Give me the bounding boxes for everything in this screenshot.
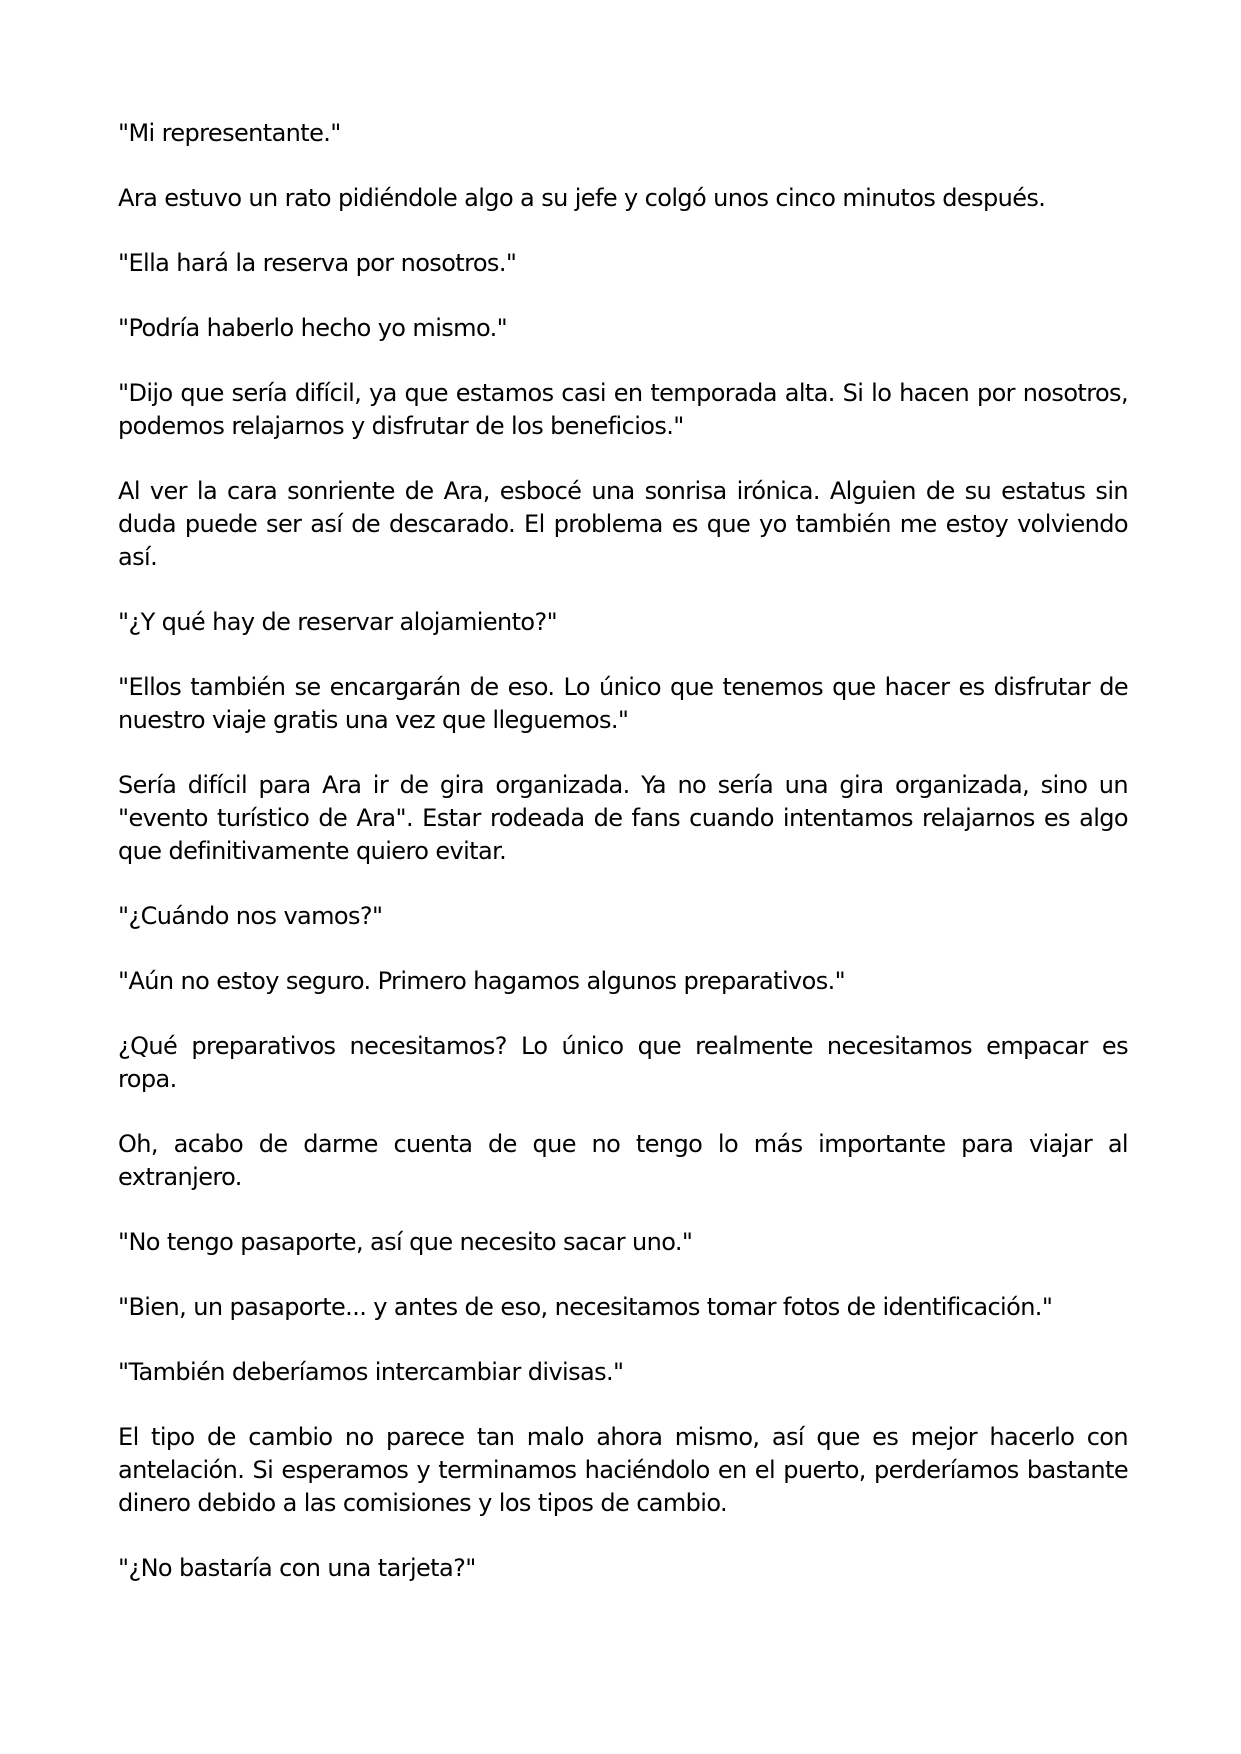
paragraph: "Ellos también se encargarán de eso. Lo único que tenemos que hacer es disfrutar de nuestro viaje gratis una vez que lleguemos." [118, 673, 1128, 734]
paragraph: "No tengo pasaporte, así que necesito sacar uno." [118, 1228, 693, 1256]
paragraph: "Dijo que sería difícil, ya que estamos casi en temporada alta. Si lo hacen por nosotros, podemos relajarnos y disfrutar de los beneficios." [118, 379, 1128, 440]
paragraph: Al ver la cara sonriente de Ara, esbocé una sonrisa irónica. Alguien de su estatus sin duda puede ser así de descarado. El problema es que yo también me estoy volviendo así. [118, 477, 1128, 571]
paragraph: ¿Qué preparativos necesitamos? Lo único que realmente necesitamos empacar es ropa. [118, 1032, 1128, 1093]
paragraph: "Podría haberlo hecho yo mismo." [118, 314, 508, 342]
paragraph: "Ella hará la reserva por nosotros." [118, 249, 517, 277]
paragraph: "Mi representante." [118, 119, 341, 147]
paragraph: Ara estuvo un rato pidiéndole algo a su jefe y colgó unos cinco minutos después. [118, 184, 1046, 212]
paragraph: "¿Y qué hay de reservar alojamiento?" [118, 608, 558, 636]
paragraph: "Bien, un pasaporte... y antes de eso, necesitamos tomar fotos de identificación." [118, 1293, 1053, 1321]
paragraph: "Aún no estoy seguro. Primero hagamos algunos preparativos." [118, 967, 846, 995]
paragraph: "También deberíamos intercambiar divisas." [118, 1358, 624, 1386]
document-body [118, 117, 1128, 1617]
paragraph: El tipo de cambio no parece tan malo ahora mismo, así que es mejor hacerlo con antelación. Si esperamos y terminamos haciéndolo en el puerto, perderíamos bastante dinero debido a las comisiones y los tipos de cambio. [118, 1423, 1128, 1517]
paragraph: Sería difícil para Ara ir de gira organizada. Ya no sería una gira organizada, sino un "evento turístico de Ara". Estar rodeada de fans cuando intentamos relajarnos es algo que definitivamente quiero evitar. [118, 771, 1128, 865]
paragraph: "¿No bastaría con una tarjeta?" [118, 1554, 476, 1582]
paragraph: Oh, acabo de darme cuenta de que no tengo lo más importante para viajar al extranjero. [118, 1130, 1128, 1191]
paragraph: "¿Cuándo nos vamos?" [118, 902, 383, 930]
